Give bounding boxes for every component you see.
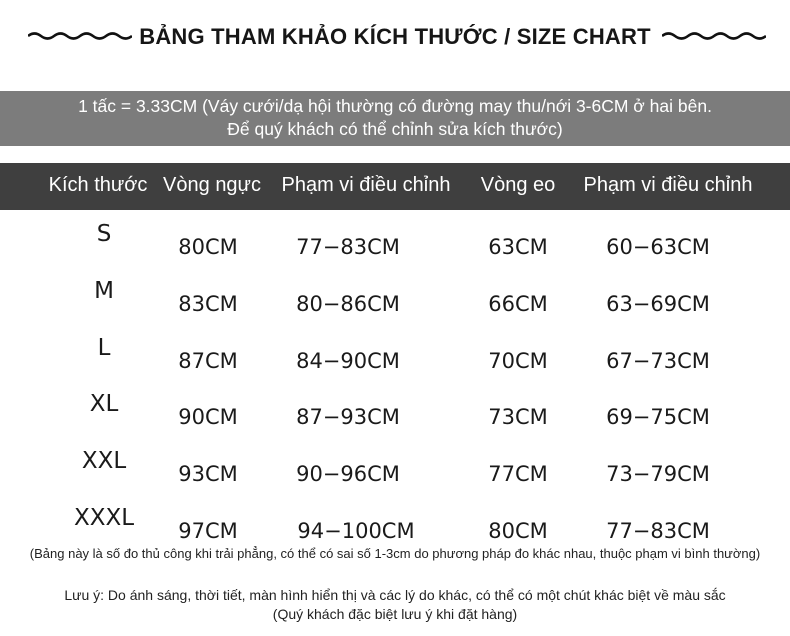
table-header: [0, 163, 790, 210]
conversion-note-line-1: 1 tấc = 3.33CM (Váy cưới/dạ hội thường có đường may thu/nới 3-6CM ở hai bên.: [78, 96, 712, 116]
waist-cell: 70CM: [488, 349, 548, 373]
waist-range-cell: 73−79CM: [606, 462, 710, 486]
column-header-bust: Vòng ngực: [163, 174, 261, 196]
bust-cell: 97CM: [178, 519, 238, 543]
waist-cell: 80CM: [488, 519, 548, 543]
bust-range-cell: 87−93CM: [296, 405, 400, 429]
column-header-waist-range: Phạm vi điều chỉnh: [583, 174, 753, 196]
wave-divider-icon: [662, 30, 766, 42]
bust-range-cell: 80−86CM: [296, 292, 400, 316]
column-header-waist: Vòng eo: [480, 174, 556, 196]
waist-range-cell: 67−73CM: [606, 349, 710, 373]
table-row: [0, 391, 790, 447]
bust-cell: 80CM: [178, 235, 238, 259]
waist-range-cell: 63−69CM: [606, 292, 710, 316]
bust-range-cell: 77−83CM: [296, 235, 400, 259]
table-row: [0, 335, 790, 391]
table-row: [0, 448, 790, 504]
color-notice-line-2: (Quý khách đặc biệt lưu ý khi đặt hàng): [272, 606, 518, 622]
measurement-disclaimer: (Bảng này là số đo thủ công khi trải phẳng, có thể có sai số 1-3cm do phương pháp đo khác nhau, thuộc phạm vi bình thường): [29, 546, 761, 561]
color-notice-line-1: Lưu ý: Do ánh sáng, thời tiết, màn hình hiển thị và các lý do khác, có thể có một chút khác biệt về màu sắc: [64, 587, 726, 603]
bust-cell: 93CM: [178, 462, 238, 486]
color-notice: [0, 586, 790, 624]
bust-range-cell: 84−90CM: [296, 349, 400, 373]
waist-range-cell: 69−75CM: [606, 405, 710, 429]
bust-cell: 83CM: [178, 292, 238, 316]
conversion-note: [0, 91, 790, 146]
waist-cell: 63CM: [488, 235, 548, 259]
waist-cell: 77CM: [488, 462, 548, 486]
title-row: [0, 20, 790, 60]
column-header-size: Kích thước: [48, 174, 148, 196]
waist-cell: 66CM: [488, 292, 548, 316]
bust-cell: 87CM: [178, 349, 238, 373]
waist-cell: 73CM: [488, 405, 548, 429]
waist-range-cell: 60−63CM: [606, 235, 710, 259]
size-cell: XL: [89, 391, 119, 417]
bust-range-cell: 90−96CM: [296, 462, 400, 486]
size-cell: M: [94, 278, 114, 304]
size-cell: XXXL: [73, 505, 135, 531]
size-cell: XXL: [81, 448, 127, 474]
bust-range-cell: 94−100CM: [297, 519, 415, 543]
column-header-bust-range: Phạm vi điều chỉnh: [281, 174, 451, 196]
size-cell: S: [96, 221, 112, 247]
bust-cell: 90CM: [178, 405, 238, 429]
size-cell: L: [97, 335, 111, 361]
waist-range-cell: 77−83CM: [606, 519, 710, 543]
page-title: BẢNG THAM KHẢO KÍCH THƯỚC / SIZE CHART: [139, 24, 651, 49]
table-row: [0, 221, 790, 277]
conversion-note-line-2: Để quý khách có thể chỉnh sửa kích thước): [227, 119, 563, 139]
table-row: [0, 278, 790, 334]
